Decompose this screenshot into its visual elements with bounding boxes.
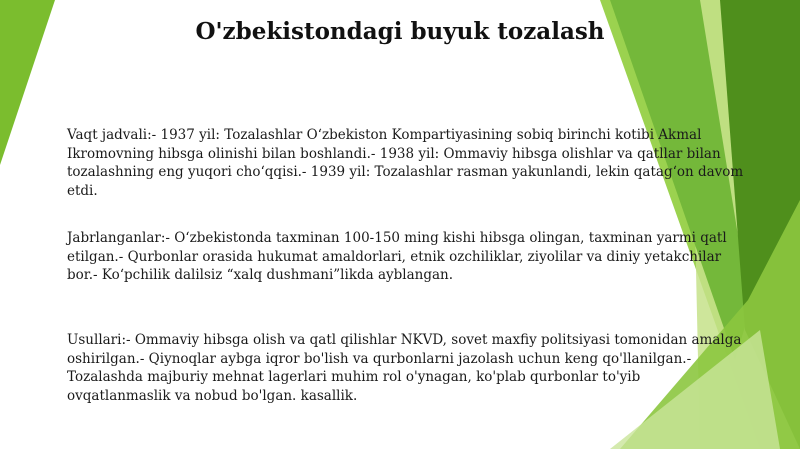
slide-title: O'zbekistondagi buyuk tozalash (195, 18, 605, 45)
victims-paragraph: Jabrlanganlar:- O‘zbekistonda taxminan 100-150 ming kishi hibsga olingan, taxminan yarmi qatl etilgan.- Qurbonlar orasida hukumat amaldorlari, etnik ozchiliklar, ziyolilar va diniy yetakchilar bor.- Ko‘pchilik dalilsiz “xalq dushmani”likda ayblangan. (67, 230, 727, 283)
methods-paragraph: Usullari:- Ommaviy hibsga olish va qatl qilishlar NKVD, sovet maxfiy politsiyasi tomonidan amalga oshirilgan.- Qiynoqlar aybga iqror bo'lish va qurbonlarni jazolash uchun keng qo'llanilgan.- Tozalashda majburiy mehnat lagerlari muhim rol o'ynagan, ko'plab qurbonlar to'yib ovqatlanmaslik va nobud bo'lgan. kasallik. (67, 332, 742, 404)
timeline-paragraph: Vaqt jadvali:- 1937 yil: Tozalashlar O‘zbekiston Kompartiyasining sobiq birinchi kotibi Akmal Ikromovning hibsga olinishi bilan boshlandi.- 1938 yil: Ommaviy hibsga olishlar va qatllar bilan tozalashning eng yuqori cho‘qqisi.- 1939 yil: Tozalashlar rasman yakunlandi, lekin qatag‘on davom etdi. (67, 127, 744, 199)
